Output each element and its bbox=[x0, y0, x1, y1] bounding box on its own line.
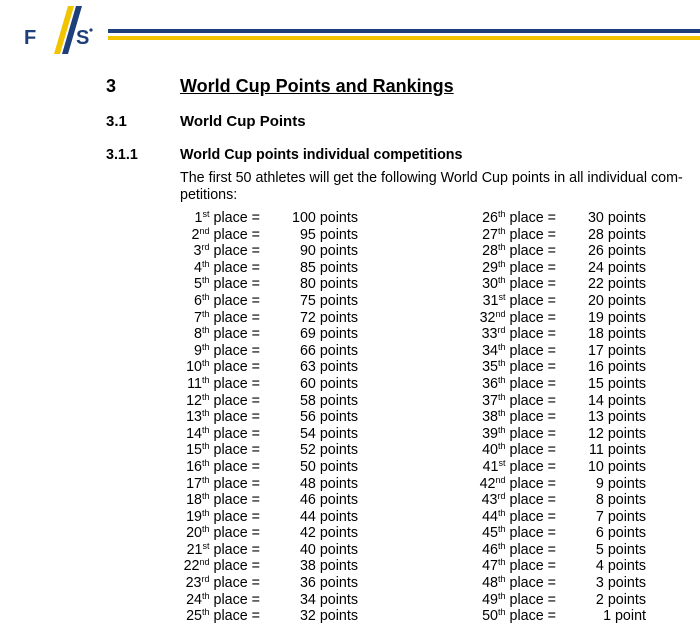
place-label: 4th place = bbox=[194, 258, 260, 276]
points-value: 15 points bbox=[587, 375, 646, 392]
points-value: 69 points bbox=[299, 326, 358, 343]
points-value: 34 points bbox=[299, 591, 358, 608]
points-table-right-values bbox=[570, 210, 646, 625]
intro-line-1: The first 50 athletes will get the following World Cup points in all individual com- bbox=[180, 170, 683, 186]
place-label: 24th place = bbox=[186, 590, 260, 608]
points-value: 56 points bbox=[299, 409, 358, 426]
points-value: 44 points bbox=[299, 508, 358, 525]
place-label: 15th place = bbox=[186, 441, 260, 459]
points-value: 13 points bbox=[587, 409, 646, 426]
place-label: 44th place = bbox=[482, 507, 556, 525]
place-label: 1st place = bbox=[194, 209, 260, 226]
place-label: 43rd place = bbox=[481, 491, 556, 509]
points-value: 22 points bbox=[587, 276, 646, 293]
points-value: 26 points bbox=[587, 243, 646, 260]
points-value: 100 points bbox=[292, 210, 358, 226]
place-label: 14th place = bbox=[186, 424, 260, 442]
points-value: 4 points bbox=[595, 558, 646, 575]
points-table-right-labels bbox=[470, 210, 556, 625]
place-label: 27th place = bbox=[482, 225, 556, 243]
subsubsection-number: 3.1.1 bbox=[106, 147, 138, 163]
points-value: 12 points bbox=[587, 425, 646, 442]
subsubsection-title: World Cup points individual competitions bbox=[180, 147, 463, 163]
points-value: 20 points bbox=[587, 292, 646, 309]
place-label: 22nd place = bbox=[183, 557, 260, 575]
subsection-title: World Cup Points bbox=[180, 113, 306, 130]
place-label: 11th place = bbox=[187, 374, 260, 392]
points-value: 54 points bbox=[299, 425, 358, 442]
points-table-left-values bbox=[280, 210, 358, 625]
place-label: 7th place = bbox=[194, 308, 260, 326]
points-value: 6 points bbox=[595, 525, 646, 542]
section-title: World Cup Points and Rankings bbox=[180, 76, 454, 96]
place-label: 45th place = bbox=[482, 524, 556, 542]
place-label: 17th place = bbox=[186, 474, 260, 492]
place-label: 46th place = bbox=[482, 540, 556, 558]
points-value: 16 points bbox=[587, 359, 646, 376]
place-label: 40th place = bbox=[482, 441, 556, 459]
points-value: 42 points bbox=[299, 525, 358, 542]
place-label: 50th place = bbox=[482, 607, 556, 625]
place-label: 23rd place = bbox=[185, 574, 260, 592]
page-header bbox=[0, 0, 700, 60]
logo-letter-f: F bbox=[24, 27, 37, 49]
points-value: 63 points bbox=[299, 359, 358, 376]
points-value: 85 points bbox=[299, 259, 358, 276]
subsection-number: 3.1 bbox=[106, 113, 127, 130]
place-label: 2nd place = bbox=[191, 225, 260, 243]
points-value: 66 points bbox=[299, 342, 358, 359]
place-label: 41st place = bbox=[482, 457, 556, 475]
place-label: 20th place = bbox=[186, 524, 260, 542]
fis-logo bbox=[22, 6, 102, 54]
points-value: 40 points bbox=[299, 541, 358, 558]
place-label: 5th place = bbox=[194, 275, 260, 293]
points-value: 3 points bbox=[595, 575, 646, 592]
points-value: 19 points bbox=[587, 309, 646, 326]
points-value: 14 points bbox=[587, 392, 646, 409]
points-value: 32 points bbox=[299, 608, 358, 625]
place-label: 42nd place = bbox=[479, 474, 556, 492]
place-label: 25th place = bbox=[186, 607, 260, 625]
place-label: 37th place = bbox=[482, 391, 556, 409]
points-value: 80 points bbox=[299, 276, 358, 293]
points-value: 1 point bbox=[603, 608, 646, 625]
place-label: 16th place = bbox=[186, 457, 260, 475]
points-value: 11 points bbox=[589, 442, 646, 459]
place-label: 35th place = bbox=[482, 358, 556, 376]
points-table-left-labels bbox=[180, 210, 260, 625]
place-label: 8th place = bbox=[194, 325, 260, 343]
points-value: 60 points bbox=[299, 375, 358, 392]
place-label: 38th place = bbox=[482, 408, 556, 426]
place-label: 18th place = bbox=[186, 491, 260, 509]
points-value: 7 points bbox=[595, 508, 646, 525]
points-value: 58 points bbox=[299, 392, 358, 409]
points-value: 72 points bbox=[299, 309, 358, 326]
place-label: 33rd place = bbox=[481, 325, 556, 343]
place-label: 3rd place = bbox=[193, 242, 260, 260]
points-value: 95 points bbox=[299, 226, 358, 243]
place-label: 21st place = bbox=[186, 540, 260, 558]
points-value: 24 points bbox=[587, 259, 646, 276]
place-label: 29th place = bbox=[482, 258, 556, 276]
points-value: 28 points bbox=[587, 226, 646, 243]
header-stripes bbox=[108, 29, 700, 40]
points-value: 90 points bbox=[299, 243, 358, 260]
points-value: 52 points bbox=[299, 442, 358, 459]
points-value: 8 points bbox=[595, 492, 646, 509]
section-number: 3 bbox=[106, 76, 117, 96]
place-label: 30th place = bbox=[482, 275, 556, 293]
points-value: 9 points bbox=[595, 475, 646, 492]
place-label: 10th place = bbox=[186, 358, 260, 376]
points-value: 5 points bbox=[595, 541, 646, 558]
points-value: 17 points bbox=[587, 342, 646, 359]
points-value: 30 points bbox=[587, 210, 646, 226]
place-label: 48th place = bbox=[482, 574, 556, 592]
place-label: 47th place = bbox=[482, 557, 556, 575]
intro-line-2: petitions: bbox=[180, 187, 238, 203]
points-value: 38 points bbox=[299, 558, 358, 575]
place-label: 26th place = bbox=[482, 209, 556, 226]
place-label: 31st place = bbox=[482, 291, 556, 309]
points-value: 18 points bbox=[587, 326, 646, 343]
intro-paragraph bbox=[180, 170, 690, 204]
points-value: 46 points bbox=[299, 492, 358, 509]
place-label: 9th place = bbox=[194, 341, 260, 359]
place-label: 13th place = bbox=[186, 408, 260, 426]
place-label: 32nd place = bbox=[479, 308, 556, 326]
points-value: 50 points bbox=[299, 458, 358, 475]
place-label: 28th place = bbox=[482, 242, 556, 260]
place-label: 36th place = bbox=[482, 374, 556, 392]
points-value: 75 points bbox=[299, 292, 358, 309]
place-label: 49th place = bbox=[482, 590, 556, 608]
place-label: 12th place = bbox=[186, 391, 260, 409]
place-label: 19th place = bbox=[186, 507, 260, 525]
place-label: 34th place = bbox=[482, 341, 556, 359]
logo-letter-s: S bbox=[76, 27, 90, 49]
points-value: 10 points bbox=[587, 458, 646, 475]
points-value: 36 points bbox=[299, 575, 358, 592]
points-value: 2 points bbox=[595, 591, 646, 608]
place-label: 6th place = bbox=[194, 291, 260, 309]
place-label: 39th place = bbox=[482, 424, 556, 442]
points-value: 48 points bbox=[299, 475, 358, 492]
